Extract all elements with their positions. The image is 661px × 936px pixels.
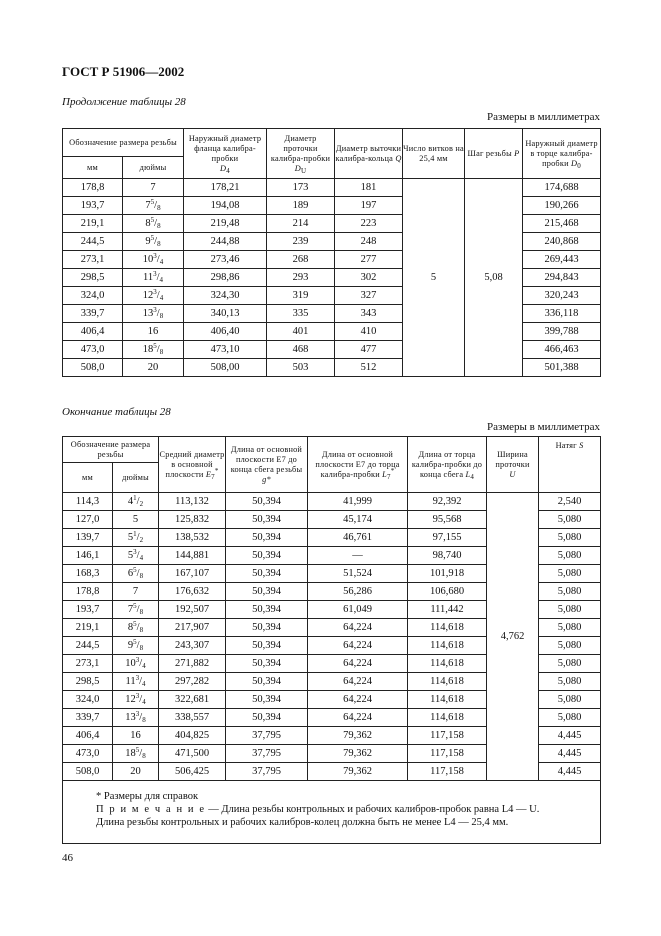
header-mm: мм (63, 157, 123, 179)
header-inches: дюймы (123, 157, 184, 179)
header-groove-width: Ширина проточки U (487, 437, 539, 493)
header-recess-diameter: Диаметр выточки калибра-кольца Q (335, 129, 403, 179)
cell-interference: 5,080 (539, 673, 601, 691)
cell-length-run: 50,394 (226, 529, 308, 547)
cell-length-end: 79,362 (308, 763, 408, 781)
cell-mean-diameter: 176,632 (159, 583, 226, 601)
cell-flange-diameter: 178,21 (184, 179, 267, 197)
header-outer-diameter: Наружный диаметр в торце калибра-пробки $D_0$ (523, 129, 601, 179)
cell-inches: $7^5/_8$ (123, 197, 184, 215)
cell-length-end: 64,224 (308, 673, 408, 691)
cell-mean-diameter: 113,132 (159, 493, 226, 511)
cell-length-run: 50,394 (226, 637, 308, 655)
cell-length-run: 37,795 (226, 727, 308, 745)
cell-outer-diameter: 294,843 (523, 269, 601, 287)
cell-length-end: 61,049 (308, 601, 408, 619)
cell-inches: $9^5/_8$ (113, 637, 159, 655)
cell-mean-diameter: 506,425 (159, 763, 226, 781)
cell-interference: 4,445 (539, 763, 601, 781)
cell-length-face: 98,740 (408, 547, 487, 565)
cell-inches: $10^3/_4$ (113, 655, 159, 673)
cell-length-end: 79,362 (308, 727, 408, 745)
table2-units: Размеры в миллиметрах (487, 421, 600, 433)
cell-mean-diameter: 138,532 (159, 529, 226, 547)
header-turns: Число витков на 25,4 мм (403, 129, 465, 179)
cell-recess-diameter: 343 (335, 305, 403, 323)
cell-mm: 114,3 (63, 493, 113, 511)
cell-groove-diameter: 335 (267, 305, 335, 323)
cell-length-end: 64,224 (308, 691, 408, 709)
cell-mm: 244,5 (63, 637, 113, 655)
cell-length-end: 64,224 (308, 655, 408, 673)
cell-pitch: 5,08 (465, 179, 523, 377)
cell-outer-diameter: 399,788 (523, 323, 601, 341)
cell-mm: 273,1 (63, 655, 113, 673)
cell-recess-diameter: 181 (335, 179, 403, 197)
table1-units: Размеры в миллиметрах (487, 111, 600, 123)
cell-recess-diameter: 512 (335, 359, 403, 377)
cell-length-run: 50,394 (226, 547, 308, 565)
cell-length-run: 50,394 (226, 493, 308, 511)
cell-mm: 127,0 (63, 511, 113, 529)
cell-mm: 178,8 (63, 179, 123, 197)
cell-interference: 5,080 (539, 601, 601, 619)
header-designation: Обозначение размера резьбы (63, 437, 159, 463)
cell-interference: 5,080 (539, 511, 601, 529)
header-groove-diameter: Диаметр проточки калибра-пробки $D_U$ (267, 129, 335, 179)
cell-mm: 298,5 (63, 269, 123, 287)
cell-inches: $12^3/_4$ (113, 691, 159, 709)
cell-mean-diameter: 322,681 (159, 691, 226, 709)
table1-caption: Продолжение таблицы 28 (62, 96, 186, 108)
cell-recess-diameter: 302 (335, 269, 403, 287)
cell-recess-diameter: 277 (335, 251, 403, 269)
cell-inches: 7 (113, 583, 159, 601)
cell-recess-diameter: 248 (335, 233, 403, 251)
cell-length-run: 50,394 (226, 619, 308, 637)
header-mean-diameter: Средний диаметр в основной плоскости $E_7^*$ (159, 437, 226, 493)
cell-length-end: 64,224 (308, 709, 408, 727)
cell-inches: 5 (113, 511, 159, 529)
cell-mm: 219,1 (63, 619, 113, 637)
cell-interference: 5,080 (539, 529, 601, 547)
cell-length-face: 114,618 (408, 673, 487, 691)
cell-inches: $6^5/_8$ (113, 565, 159, 583)
header-pitch: Шаг резьбы P (465, 129, 523, 179)
cell-length-end: 45,174 (308, 511, 408, 529)
cell-mm: 339,7 (63, 305, 123, 323)
cell-length-face: 97,155 (408, 529, 487, 547)
cell-flange-diameter: 298,86 (184, 269, 267, 287)
cell-mm: 406,4 (63, 323, 123, 341)
cell-interference: 5,080 (539, 637, 601, 655)
table2-caption: Окончание таблицы 28 (62, 406, 171, 418)
cell-length-run: 50,394 (226, 709, 308, 727)
cell-length-run: 50,394 (226, 583, 308, 601)
cell-length-face: 114,618 (408, 655, 487, 673)
cell-mean-diameter: 297,282 (159, 673, 226, 691)
cell-outer-diameter: 501,388 (523, 359, 601, 377)
header-length-run: Длина от основной плоскости E7 до конца сбега резьбы g* (226, 437, 308, 493)
cell-flange-diameter: 340,13 (184, 305, 267, 323)
cell-mm: 324,0 (63, 287, 123, 305)
cell-length-face: 111,442 (408, 601, 487, 619)
cell-length-face: 95,568 (408, 511, 487, 529)
cell-recess-diameter: 197 (335, 197, 403, 215)
cell-groove-diameter: 214 (267, 215, 335, 233)
cell-inches: 20 (113, 763, 159, 781)
cell-length-run: 37,795 (226, 763, 308, 781)
cell-mean-diameter: 243,307 (159, 637, 226, 655)
cell-length-face: 117,158 (408, 745, 487, 763)
cell-recess-diameter: 223 (335, 215, 403, 233)
cell-mean-diameter: 404,825 (159, 727, 226, 745)
cell-mm: 219,1 (63, 215, 123, 233)
cell-inches: 20 (123, 359, 184, 377)
cell-flange-diameter: 194,08 (184, 197, 267, 215)
cell-groove-diameter: 189 (267, 197, 335, 215)
cell-mm: 193,7 (63, 601, 113, 619)
note-line-2: Длина резьбы контрольных и рабочих калибров-колец должна быть не менее L4 — 25,4 мм. (96, 817, 509, 828)
cell-length-face: 117,158 (408, 727, 487, 745)
cell-inches: $9^5/_8$ (123, 233, 184, 251)
cell-inches: $18^5/_8$ (113, 745, 159, 763)
header-length-face: Длина от торца калибра-пробки до конца сбега $L_4$ (408, 437, 487, 493)
cell-mm: 168,3 (63, 565, 113, 583)
cell-outer-diameter: 320,243 (523, 287, 601, 305)
cell-interference: 2,540 (539, 493, 601, 511)
cell-interference: 5,080 (539, 655, 601, 673)
note-line-1: П р и м е ч а н и е — Длина резьбы контрольных и рабочих калибров-пробок равна L4 — U. (96, 804, 540, 815)
table-row (63, 493, 601, 511)
cell-mm: 298,5 (63, 673, 113, 691)
cell-length-run: 50,394 (226, 673, 308, 691)
cell-inches: $12^3/_4$ (123, 287, 184, 305)
cell-turns: 5 (403, 179, 465, 377)
cell-length-end: — (308, 547, 408, 565)
table-ending (62, 436, 601, 844)
cell-interference: 4,445 (539, 727, 601, 745)
cell-recess-diameter: 477 (335, 341, 403, 359)
cell-length-end: 46,761 (308, 529, 408, 547)
cell-groove-diameter: 503 (267, 359, 335, 377)
cell-mean-diameter: 271,882 (159, 655, 226, 673)
cell-inches: $5^3/_4$ (113, 547, 159, 565)
cell-interference: 4,445 (539, 745, 601, 763)
cell-mm: 273,1 (63, 251, 123, 269)
cell-length-end: 79,362 (308, 745, 408, 763)
cell-groove-width: 4,762 (487, 493, 539, 781)
cell-length-face: 114,618 (408, 709, 487, 727)
cell-inches: $7^5/_8$ (113, 601, 159, 619)
cell-flange-diameter: 324,30 (184, 287, 267, 305)
cell-groove-diameter: 173 (267, 179, 335, 197)
cell-length-face: 106,680 (408, 583, 487, 601)
cell-inches: 7 (123, 179, 184, 197)
cell-mean-diameter: 167,107 (159, 565, 226, 583)
cell-recess-diameter: 410 (335, 323, 403, 341)
header-length-end: Длина от основной плоскости E7 до торца калибра-пробки $L_7^*$ (308, 437, 408, 493)
cell-flange-diameter: 273,46 (184, 251, 267, 269)
cell-outer-diameter: 174,688 (523, 179, 601, 197)
cell-outer-diameter: 336,118 (523, 305, 601, 323)
cell-inches: $13^3/_8$ (123, 305, 184, 323)
cell-inches: $18^5/_8$ (123, 341, 184, 359)
cell-flange-diameter: 508,00 (184, 359, 267, 377)
cell-length-face: 114,618 (408, 691, 487, 709)
header-mm: мм (63, 463, 113, 493)
cell-mm: 139,7 (63, 529, 113, 547)
cell-inches: $13^3/_8$ (113, 709, 159, 727)
cell-mm: 146,1 (63, 547, 113, 565)
cell-flange-diameter: 406,40 (184, 323, 267, 341)
header-interference: Натяг S (539, 437, 601, 493)
cell-mm: 406,4 (63, 727, 113, 745)
cell-inches: $5^1/_2$ (113, 529, 159, 547)
cell-mm: 473,0 (63, 745, 113, 763)
cell-length-end: 56,286 (308, 583, 408, 601)
cell-length-run: 50,394 (226, 601, 308, 619)
cell-outer-diameter: 215,468 (523, 215, 601, 233)
cell-recess-diameter: 327 (335, 287, 403, 305)
cell-interference: 5,080 (539, 583, 601, 601)
cell-length-end: 41,999 (308, 493, 408, 511)
table-row (63, 179, 601, 197)
cell-groove-diameter: 293 (267, 269, 335, 287)
cell-interference: 5,080 (539, 565, 601, 583)
cell-mm: 508,0 (63, 359, 123, 377)
cell-mean-diameter: 471,500 (159, 745, 226, 763)
cell-flange-diameter: 473,10 (184, 341, 267, 359)
cell-mm: 473,0 (63, 341, 123, 359)
cell-outer-diameter: 269,443 (523, 251, 601, 269)
header-inches: дюймы (113, 463, 159, 493)
cell-mean-diameter: 217,907 (159, 619, 226, 637)
cell-mean-diameter: 338,557 (159, 709, 226, 727)
cell-length-face: 114,618 (408, 637, 487, 655)
cell-interference: 5,080 (539, 709, 601, 727)
cell-groove-diameter: 401 (267, 323, 335, 341)
cell-interference: 5,080 (539, 691, 601, 709)
header-designation: Обозначение размера резьбы (63, 129, 184, 157)
cell-flange-diameter: 244,88 (184, 233, 267, 251)
header-flange-diameter: Наружный диаметр фланца калибра-пробки $D_4$ (184, 129, 267, 179)
notes (62, 790, 600, 829)
cell-length-end: 64,224 (308, 619, 408, 637)
table-continuation (62, 128, 601, 377)
cell-mm: 244,5 (63, 233, 123, 251)
cell-groove-diameter: 239 (267, 233, 335, 251)
cell-inches: $11^3/_4$ (113, 673, 159, 691)
cell-outer-diameter: 190,266 (523, 197, 601, 215)
cell-mean-diameter: 192,507 (159, 601, 226, 619)
cell-length-face: 117,158 (408, 763, 487, 781)
cell-length-face: 101,918 (408, 565, 487, 583)
cell-length-run: 50,394 (226, 655, 308, 673)
cell-mm: 339,7 (63, 709, 113, 727)
cell-length-run: 37,795 (226, 745, 308, 763)
cell-flange-diameter: 219,48 (184, 215, 267, 233)
cell-inches: 16 (113, 727, 159, 745)
footnote: * Размеры для справок (96, 791, 199, 802)
cell-inches: $11^3/_4$ (123, 269, 184, 287)
cell-inches: $10^3/_4$ (123, 251, 184, 269)
cell-length-face: 114,618 (408, 619, 487, 637)
cell-groove-diameter: 268 (267, 251, 335, 269)
cell-length-face: 92,392 (408, 493, 487, 511)
cell-mm: 508,0 (63, 763, 113, 781)
cell-inches: $4^1/_2$ (113, 493, 159, 511)
cell-length-run: 50,394 (226, 565, 308, 583)
cell-interference: 5,080 (539, 547, 601, 565)
page-number: 46 (62, 852, 73, 864)
cell-mean-diameter: 125,832 (159, 511, 226, 529)
cell-inches: 16 (123, 323, 184, 341)
document-header: ГОСТ Р 51906—2002 (62, 64, 185, 79)
cell-length-run: 50,394 (226, 511, 308, 529)
cell-outer-diameter: 466,463 (523, 341, 601, 359)
cell-interference: 5,080 (539, 619, 601, 637)
cell-mm: 178,8 (63, 583, 113, 601)
cell-length-end: 64,224 (308, 637, 408, 655)
cell-outer-diameter: 240,868 (523, 233, 601, 251)
cell-length-run: 50,394 (226, 691, 308, 709)
cell-inches: $8^5/_8$ (113, 619, 159, 637)
cell-groove-diameter: 468 (267, 341, 335, 359)
cell-mm: 193,7 (63, 197, 123, 215)
cell-mm: 324,0 (63, 691, 113, 709)
cell-groove-diameter: 319 (267, 287, 335, 305)
cell-length-end: 51,524 (308, 565, 408, 583)
cell-inches: $8^5/_8$ (123, 215, 184, 233)
cell-mean-diameter: 144,881 (159, 547, 226, 565)
